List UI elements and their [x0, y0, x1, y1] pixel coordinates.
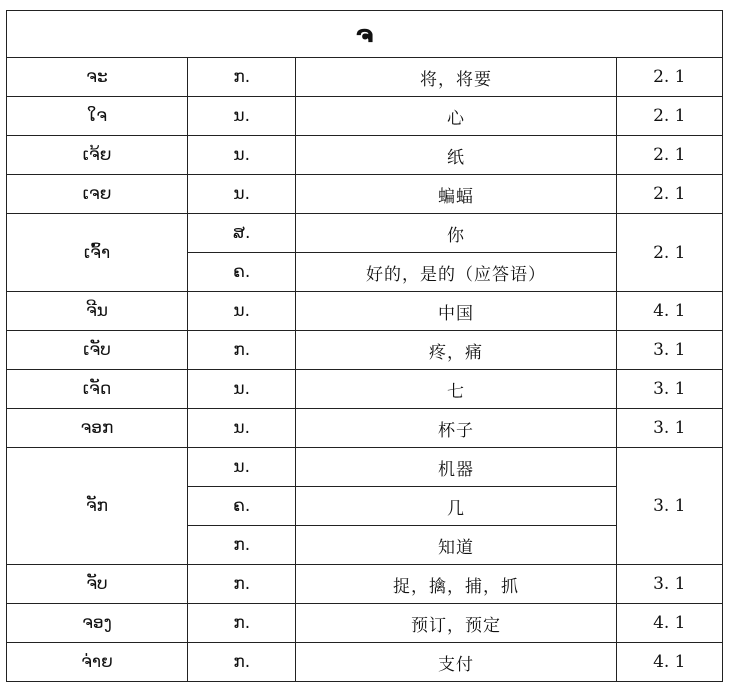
lesson-number: 2. 1 [616, 136, 722, 175]
table-row [7, 175, 723, 214]
part-of-speech: ສ. [188, 214, 296, 253]
part-of-speech: ກ. [188, 331, 296, 370]
table-row [7, 565, 723, 604]
table-row [7, 214, 723, 253]
part-of-speech: ກ. [188, 526, 296, 565]
chinese-meaning: 捉，擒，捕，抓 [296, 565, 616, 604]
lao-word: ຈອກ [7, 409, 188, 448]
chinese-meaning: 机器 [296, 448, 616, 487]
part-of-speech: ກ. [188, 643, 296, 682]
chinese-meaning: 蝙蝠 [296, 175, 616, 214]
lao-word: ເຈຍ [7, 175, 188, 214]
vocabulary-table [6, 10, 723, 682]
part-of-speech: ນ. [188, 136, 296, 175]
lao-word: ໃຈ [7, 97, 188, 136]
part-of-speech: ຄ. [188, 253, 296, 292]
table-row [7, 292, 723, 331]
lesson-number: 4. 1 [616, 292, 722, 331]
lao-word: ຈັບ [7, 565, 188, 604]
table-header-row [7, 11, 723, 58]
table-row [7, 136, 723, 175]
lesson-number: 3. 1 [616, 370, 722, 409]
part-of-speech: ນ. [188, 409, 296, 448]
lao-word: ເຈ້ຍ [7, 136, 188, 175]
part-of-speech: ກ. [188, 604, 296, 643]
chinese-meaning: 好的，是的（应答语） [296, 253, 616, 292]
section-letter: ຈ [7, 11, 723, 58]
part-of-speech: ນ. [188, 175, 296, 214]
chinese-meaning: 将，将要 [296, 58, 616, 97]
part-of-speech: ຄ. [188, 487, 296, 526]
lao-word: ຈ່າຍ [7, 643, 188, 682]
table-row [7, 370, 723, 409]
part-of-speech: ກ. [188, 565, 296, 604]
lesson-number: 2. 1 [616, 58, 722, 97]
table-row [7, 97, 723, 136]
table-row [7, 58, 723, 97]
table-row [7, 604, 723, 643]
part-of-speech: ນ. [188, 448, 296, 487]
lesson-number: 4. 1 [616, 643, 722, 682]
lao-word: ເຈົ້າ [7, 214, 188, 292]
lesson-number: 3. 1 [616, 565, 722, 604]
lesson-number: 2. 1 [616, 97, 722, 136]
table-row [7, 643, 723, 682]
lao-word: ຈັກ [7, 448, 188, 565]
lao-word: ຈີນ [7, 292, 188, 331]
lao-word: ເຈັບ [7, 331, 188, 370]
chinese-meaning: 七 [296, 370, 616, 409]
chinese-meaning: 你 [296, 214, 616, 253]
lao-word: ຈະ [7, 58, 188, 97]
part-of-speech: ນ. [188, 370, 296, 409]
table-row [7, 448, 723, 487]
lesson-number: 3. 1 [616, 448, 722, 565]
table-row [7, 409, 723, 448]
chinese-meaning: 心 [296, 97, 616, 136]
chinese-meaning: 中国 [296, 292, 616, 331]
lesson-number: 2. 1 [616, 175, 722, 214]
lesson-number: 2. 1 [616, 214, 722, 292]
lesson-number: 3. 1 [616, 331, 722, 370]
chinese-meaning: 杯子 [296, 409, 616, 448]
chinese-meaning: 疼，痛 [296, 331, 616, 370]
table-row [7, 331, 723, 370]
part-of-speech: ນ. [188, 292, 296, 331]
chinese-meaning: 纸 [296, 136, 616, 175]
lao-word: ເຈັດ [7, 370, 188, 409]
lesson-number: 4. 1 [616, 604, 722, 643]
vocabulary-table-body [7, 11, 723, 682]
lao-word: ຈອງ [7, 604, 188, 643]
chinese-meaning: 知道 [296, 526, 616, 565]
chinese-meaning: 预订，预定 [296, 604, 616, 643]
lesson-number: 3. 1 [616, 409, 722, 448]
part-of-speech: ກ. [188, 58, 296, 97]
part-of-speech: ນ. [188, 97, 296, 136]
chinese-meaning: 支付 [296, 643, 616, 682]
chinese-meaning: 几 [296, 487, 616, 526]
